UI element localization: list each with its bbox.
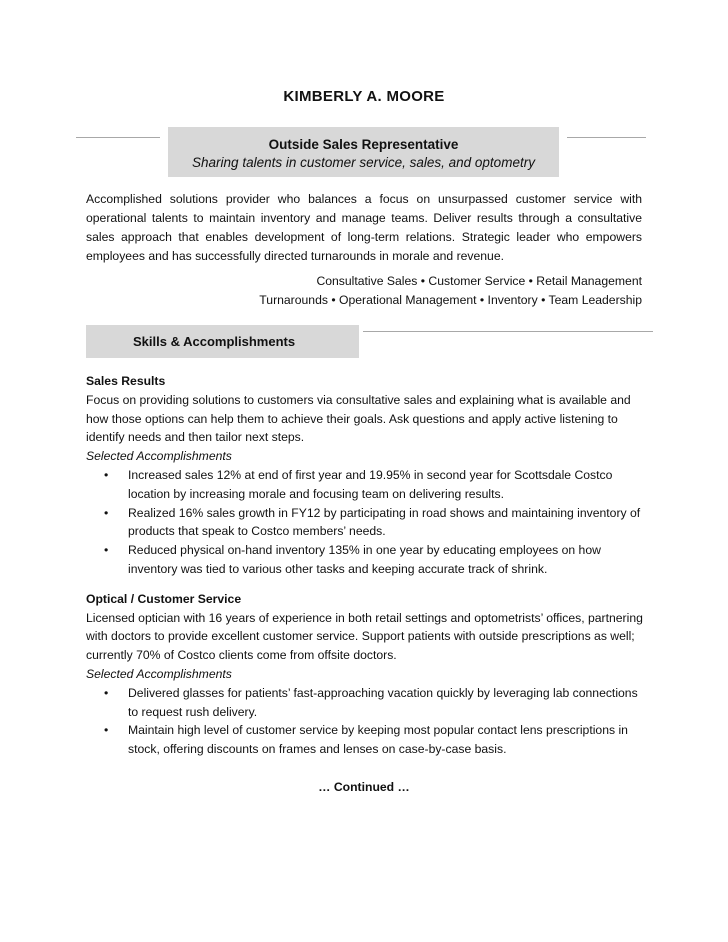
list-item-text: Realized 16% sales growth in FY12 by participating in road shows and maintaining inventory of products that speak to Costco members’ needs. <box>128 505 641 539</box>
section-title: Skills & Accomplishments <box>133 334 296 349</box>
list-item <box>86 541 646 579</box>
keywords-line: Turnarounds • Operational Management • Inventory • Team Leadership <box>259 293 642 307</box>
skill-group-heading: Sales Results <box>86 374 166 388</box>
bullet-icon: • <box>104 505 109 520</box>
accomplishments-list <box>86 684 646 759</box>
bullet-icon: • <box>104 467 109 482</box>
title-left-rule <box>76 137 160 138</box>
bullet-icon: • <box>104 685 109 700</box>
section-right-rule <box>363 331 653 332</box>
accomplishments-list <box>86 466 646 579</box>
accomplishments-subheading: Selected Accomplishments <box>86 449 232 464</box>
skill-group <box>86 372 646 579</box>
list-item <box>86 466 646 504</box>
list-item <box>86 721 646 759</box>
professional-summary: Accomplished solutions provider who balances a focus on unsurpassed customer service with operational talents to maintain inventory and manage teams. Deliver results through a consultative sales approach that enables development of long-term relations. Strategic leader who empowers employees and has successfully directed turnarounds in morale and revenue. <box>86 192 642 263</box>
list-item-text: Delivered glasses for patients’ fast-approaching vacation quickly by leveraging lab connections to request rush delivery. <box>128 685 638 719</box>
list-item-text: Increased sales 12% at end of first year and 19.95% in second year for Scottsdale Costco location by increasing morale and focusing team on delivering results. <box>128 467 613 501</box>
list-item-text: Reduced physical on-hand inventory 135% in one year by educating employees on how inventory was tied to various other tasks and keeping accurate track of shrink. <box>128 543 601 576</box>
skills-content <box>86 372 646 759</box>
job-title: Outside Sales Representative <box>268 137 459 152</box>
skill-group-description: Licensed optician with 16 years of experience in both retail settings and optometrists’ offices, partnering with doctors to provide excellent customer service. Support patients with outside prescriptions as well; currently 70% of Costco clients come from offsite doctors. <box>86 610 643 663</box>
section-header-banner <box>86 325 359 358</box>
skill-group <box>86 590 646 759</box>
skill-group-description: Focus on providing solutions to customers via consultative sales and explaining what is available and how those options can help them to achieve their goals. Ask questions and apply active listening to identify needs and then tailor next steps. <box>86 392 631 445</box>
list-item-text: Maintain high level of customer service by keeping most popular contact lens prescriptions in stock, offering discounts on frames and lenses on case-by-case basis. <box>128 723 628 757</box>
spacer <box>86 579 646 590</box>
bullet-icon: • <box>104 723 109 738</box>
job-title-banner <box>168 127 559 177</box>
keywords-block <box>42 272 642 310</box>
candidate-name: KIMBERLY A. MOORE <box>283 88 445 105</box>
continued-footer: … Continued … <box>318 780 410 794</box>
skill-group-heading: Optical / Customer Service <box>86 591 242 606</box>
keywords-line: Consultative Sales • Customer Service • Retail Management <box>316 274 642 288</box>
tagline: Sharing talents in customer service, sales, and optometry <box>192 155 535 170</box>
title-right-rule <box>567 137 646 138</box>
bullet-icon: • <box>104 543 109 558</box>
list-item <box>86 504 646 542</box>
list-item <box>86 684 646 722</box>
accomplishments-subheading: Selected Accomplishments <box>86 666 232 681</box>
